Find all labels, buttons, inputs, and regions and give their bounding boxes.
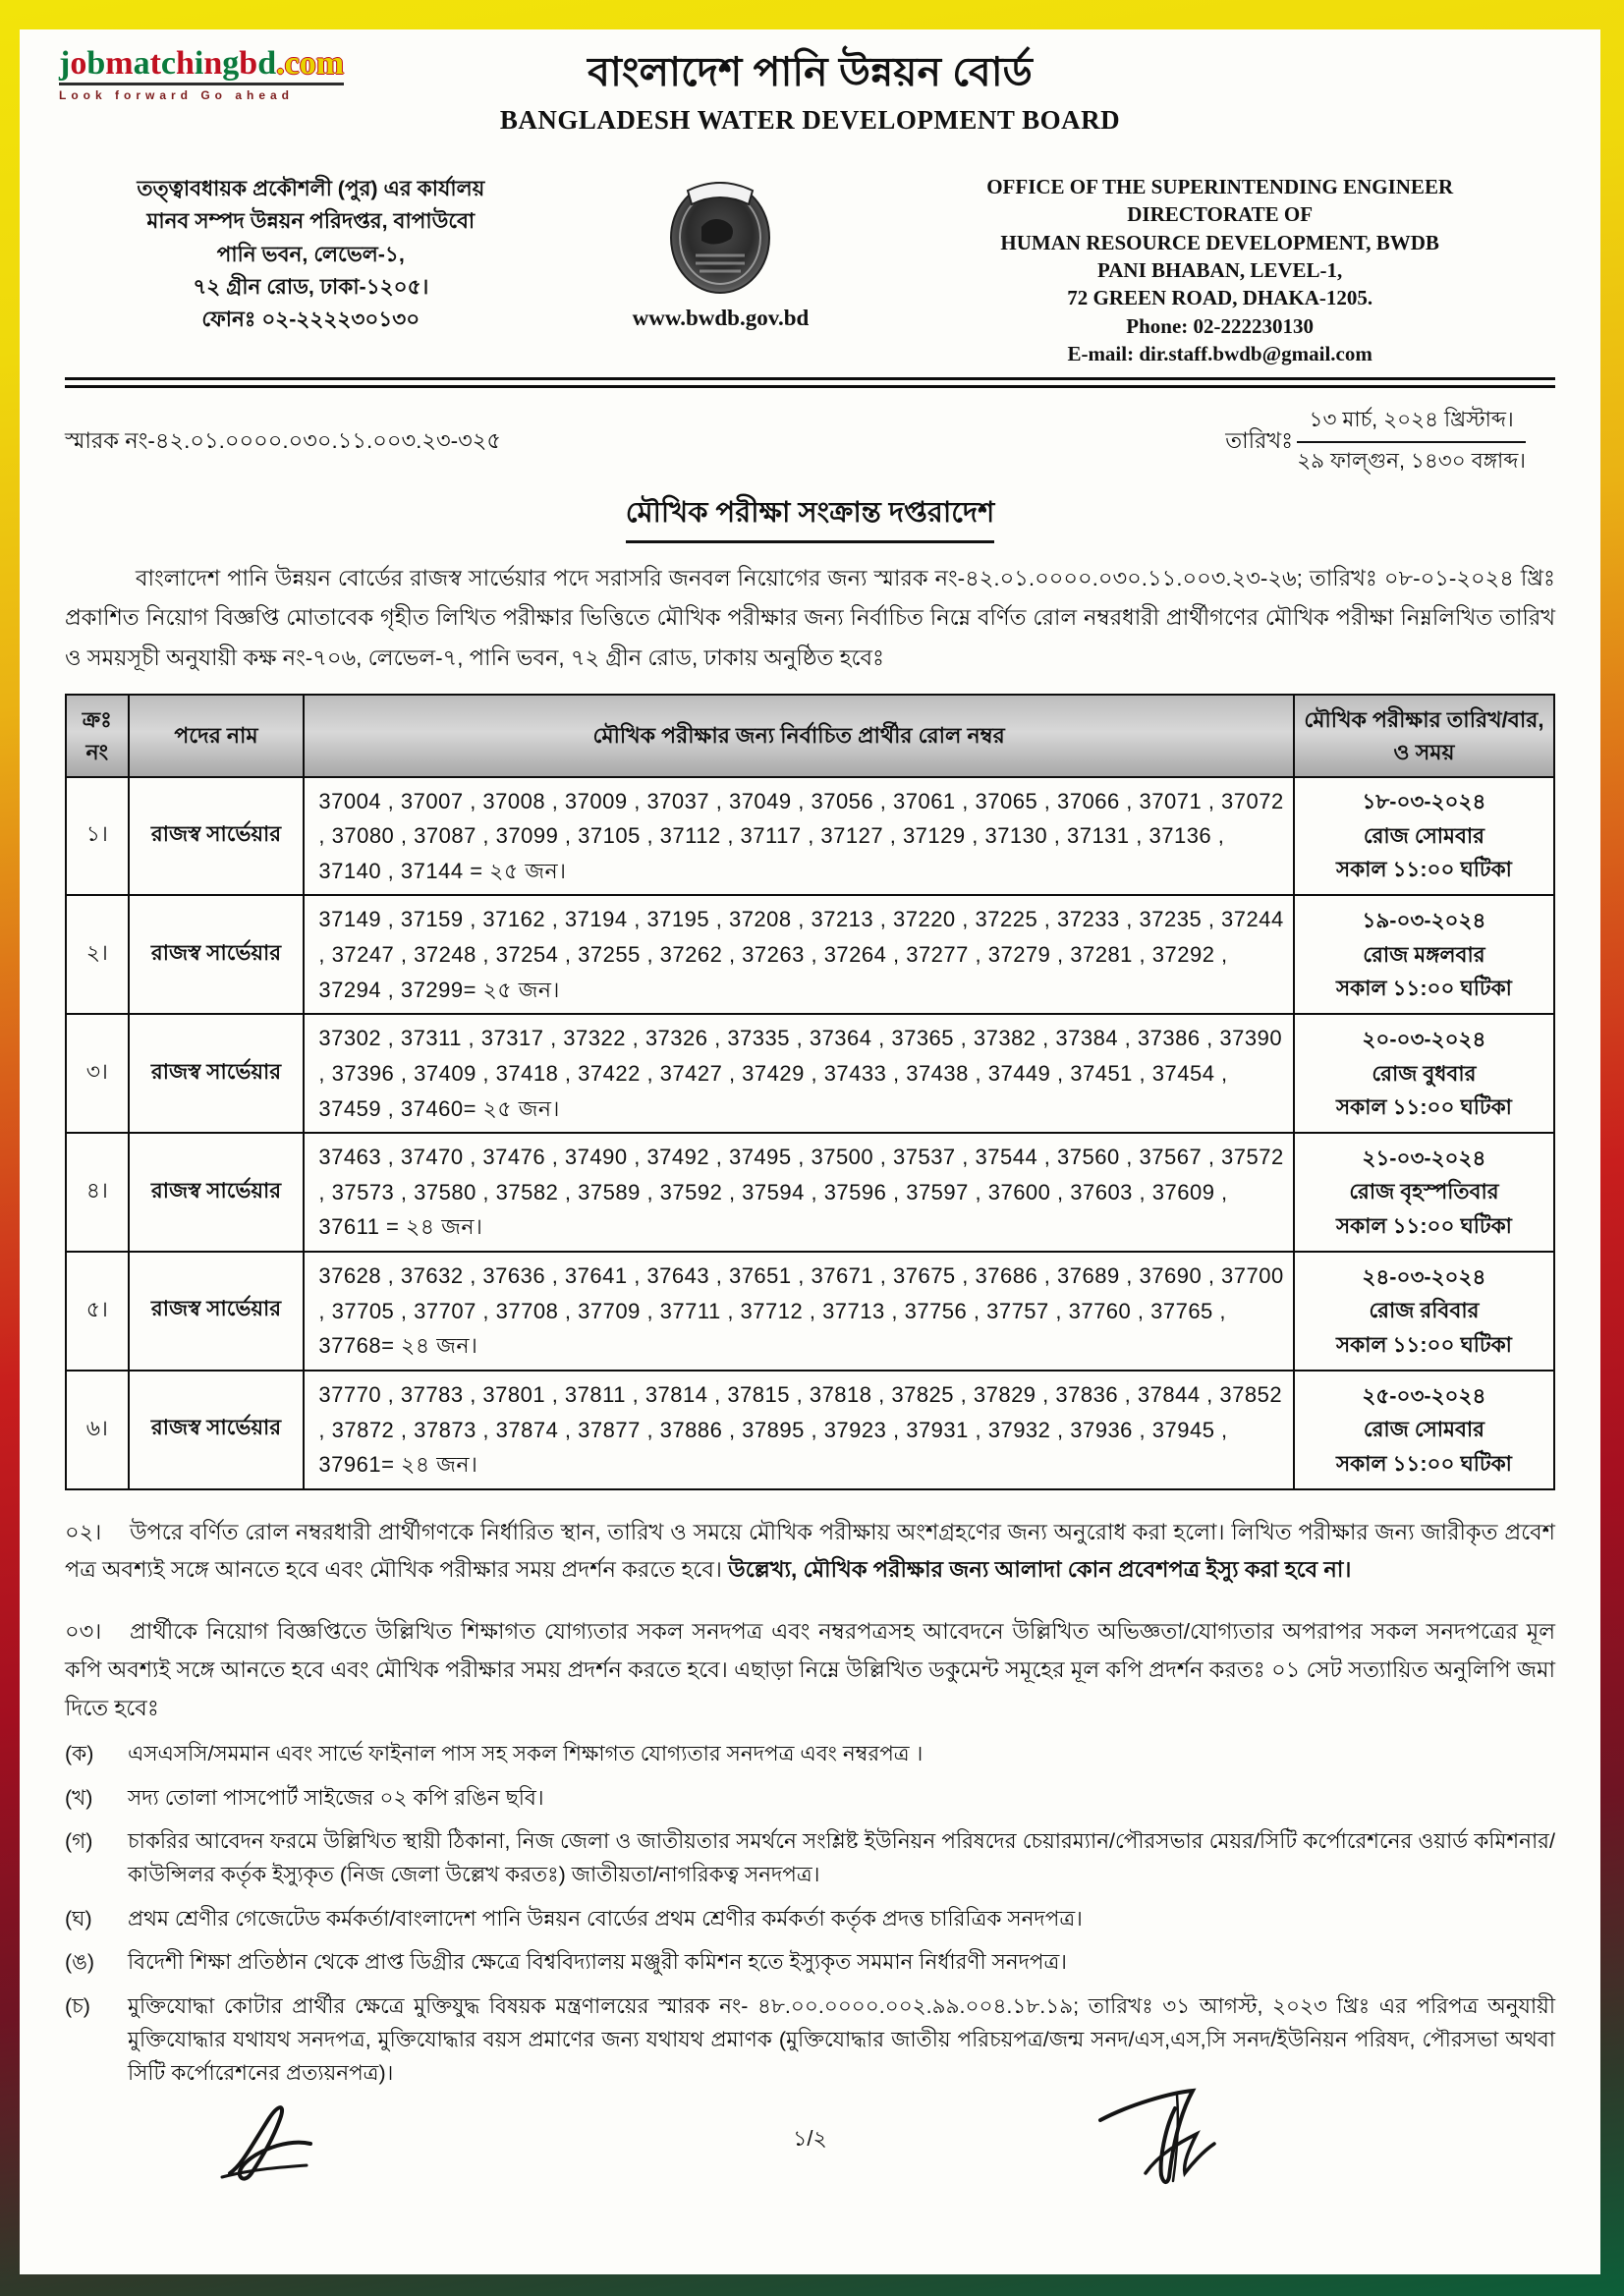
table-row xyxy=(66,1014,1554,1133)
paragraph-text: প্রার্থীকে নিয়োগ বিজ্ঞপ্তিতে উল্লিখিত শিক্ষাগত যোগ্যতার সকল সনদপত্র এবং নম্বরপত্রসহ আবেদনে উল্লিখিত অভিজ্ঞতা/যোগ্যতার অপরাপর সকল সনদপত্রের মূল কপি অবশ্যই সঙ্গে আনতে হবে এবং মৌখিক পরীক্ষার সময় প্রদর্শন করতে হবে। এছাড়া নিম্নে উল্লিখিত ডকুমেন্ট সমূহের মূল কপি প্রদর্শন করতঃ ০১ সেট সত্যায়িত অনুলিপি জমা দিতে হবেঃ xyxy=(65,1619,1555,1720)
date-bangla-calendar: ২৯ ফাল্গুন, ১৪৩০ বঙ্গাব্দ। xyxy=(1297,449,1526,474)
address-line: Phone: 02-222230130 xyxy=(1126,313,1315,338)
row-rolls: 37004 , 37007 , 37008 , 37009 , 37037 , 37049 , 37056 , 37061 , 37065 , 37066 , 37071 , 37072 , 37080 , 37087 , 37099 , 37105 , 37112 , 37117 , 37127 , 37129 , 37130 , 37131 , 37136 , 37140 , 37144 = ২৫ জন। xyxy=(304,777,1293,896)
header-divider xyxy=(65,377,1555,388)
paragraph-number: ০২। xyxy=(65,1519,102,1544)
col-header-post: পদের নাম xyxy=(129,695,305,777)
col-header-sl: ক্রঃ নং xyxy=(66,695,129,777)
address-line: ফোনঃ ০২-২২২২৩০১৩০ xyxy=(201,308,420,332)
exam-date: ২৪-০৩-২০২৪ xyxy=(1362,1264,1486,1289)
col-header-rolls: মৌখিক পরীক্ষার জন্য নির্বাচিত প্রার্থীর রোল নম্বর xyxy=(304,695,1293,777)
row-rolls: 37149 , 37159 , 37162 , 37194 , 37195 , 37208 , 37213 , 37220 , 37225 , 37233 , 37235 , 37244 , 37247 , 37248 , 37254 , 37255 , 37262 , 37263 , 37264 , 37277 , 37279 , 37281 , 37292 , 37294 , 37299= ২৫ জন। xyxy=(304,895,1293,1014)
list-text: এসএসসি/সমমান এবং সার্ভে ফাইনাল পাস সহ সকল শিক্ষাগত যোগ্যতার সনদপত্র এবং নম্বরপত্র । xyxy=(128,1742,924,1766)
paragraph-number: ০৩। xyxy=(65,1619,102,1645)
memo-number: স্মারক নং-৪২.০১.০০০০.০৩০.১১.০০৩.২৩-৩২৫ xyxy=(65,428,501,454)
logo-suffix: .com xyxy=(276,45,345,82)
exam-date: ২১-০৩-২০২৪ xyxy=(1362,1147,1486,1171)
list-item xyxy=(65,1737,1555,1770)
list-text: সদ্য তোলা পাসপোর্ট সাইজের ০২ কপি রঙিন ছবি। xyxy=(128,1785,544,1810)
list-marker: (ঘ) xyxy=(65,1906,92,1931)
table-row xyxy=(66,1252,1554,1371)
date-stack xyxy=(1297,404,1526,480)
address-line: তত্ত্বাবধায়ক প্রকৌশলী (পুর) এর কার্যালয় xyxy=(137,177,485,200)
exam-date: ১৮-০৩-২০২৪ xyxy=(1362,790,1486,814)
table-row xyxy=(66,895,1554,1014)
footer xyxy=(65,2097,1555,2191)
address-line: OFFICE OF THE SUPERINTENDING ENGINEER xyxy=(986,175,1454,198)
list-marker: (খ) xyxy=(65,1785,93,1810)
row-post: রাজস্ব সার্ভেয়ার xyxy=(129,1252,305,1371)
row-schedule xyxy=(1294,1014,1554,1133)
org-name-english: BANGLADESH WATER DEVELOPMENT BOARD xyxy=(499,105,1121,136)
viva-schedule-table xyxy=(65,694,1555,1490)
exam-date: ১৯-০৩-২০২৪ xyxy=(1362,909,1486,933)
row-schedule xyxy=(1294,1133,1554,1252)
logo-wordmark xyxy=(59,47,344,85)
address-line: DIRECTORATE OF xyxy=(1127,202,1314,227)
row-sl: ৬। xyxy=(66,1371,129,1489)
row-sl: ২। xyxy=(66,895,129,1014)
exam-time: সকাল ১১:০০ ঘটিকা xyxy=(1335,1332,1512,1357)
exam-day: রোজ বৃহস্পতিবার xyxy=(1349,1180,1499,1204)
row-post: রাজস্ব সার্ভেয়ার xyxy=(129,1371,305,1489)
document-page xyxy=(20,29,1600,2274)
exam-time: সকাল ১১:০০ ঘটিকা xyxy=(1335,1451,1512,1476)
list-marker: (গ) xyxy=(65,1829,93,1854)
office-address-bangla xyxy=(65,173,557,337)
list-marker: (ঙ) xyxy=(65,1950,95,1975)
list-marker: (ক) xyxy=(65,1742,94,1766)
exam-time: সকাল ১১:০০ ঘটিকা xyxy=(1335,1094,1512,1119)
exam-time: সকাল ১১:০০ ঘটিকা xyxy=(1335,858,1512,882)
address-line: HUMAN RESOURCE DEVELOPMENT, BWDB xyxy=(1000,230,1439,254)
address-line: ৭২ গ্রীন রোড, ঢাকা-১২০৫। xyxy=(193,274,429,299)
seal-column xyxy=(557,173,885,331)
list-item xyxy=(65,1824,1555,1892)
office-address-english xyxy=(884,173,1555,367)
header xyxy=(59,45,1555,161)
row-post: রাজস্ব সার্ভেয়ার xyxy=(129,895,305,1014)
header-columns xyxy=(65,173,1555,367)
exam-day: রোজ মঙ্গলবার xyxy=(1363,942,1485,967)
address-line: E-mail: dir.staff.bwdb@gmail.com xyxy=(1067,342,1372,366)
row-sl: ৫। xyxy=(66,1252,129,1371)
page-number: ১/২ xyxy=(793,2125,827,2151)
exam-time: সকাল ১১:০০ ঘটিকা xyxy=(1335,1213,1512,1238)
paragraph-02 xyxy=(65,1514,1555,1590)
exam-day: রোজ রবিবার xyxy=(1369,1299,1480,1323)
subject-wrap xyxy=(65,490,1555,543)
logo-letters: jobmatchingbd xyxy=(59,45,277,82)
row-rolls: 37463 , 37470 , 37476 , 37490 , 37492 , 37495 , 37500 , 37537 , 37544 , 37560 , 37567 , 37572 , 37573 , 37580 , 37582 , 37589 , 37592 , 37594 , 37596 , 37597 , 37600 , 37603 , 37609 , 37611 = ২৪ জন। xyxy=(304,1133,1293,1252)
row-post: রাজস্ব সার্ভেয়ার xyxy=(129,777,305,896)
jobmatchingbd-logo xyxy=(59,47,354,102)
exam-date: ২০-০৩-২০২৪ xyxy=(1362,1028,1486,1052)
list-item xyxy=(65,1989,1555,2091)
row-rolls: 37302 , 37311 , 37317 , 37322 , 37326 , 37335 , 37364 , 37365 , 37382 , 37384 , 37386 , 37390 , 37396 , 37409 , 37418 , 37422 , 37427 , 37429 , 37433 , 37438 , 37449 , 37451 , 37454 , 37459 , 37460= ২৫ জন। xyxy=(304,1014,1293,1133)
list-item xyxy=(65,1945,1555,1979)
subject-title: মৌখিক পরীক্ষা সংক্রান্ত দপ্তরাদেশ xyxy=(626,490,995,543)
bwdb-seal-image xyxy=(662,173,778,299)
signature-left xyxy=(212,2097,360,2185)
row-schedule xyxy=(1294,1252,1554,1371)
list-marker: (চ) xyxy=(65,1993,90,2018)
address-line: পানি ভবন, লেভেল-১, xyxy=(216,242,405,266)
row-rolls: 37770 , 37783 , 37801 , 37811 , 37814 , 37815 , 37818 , 37825 , 37829 , 37836 , 37844 , 37852 , 37872 , 37873 , 37874 , 37877 , 37886 , 37895 , 37923 , 37931 , 37932 , 37936 , 37945 , 37961= ২৪ জন। xyxy=(304,1371,1293,1489)
paragraph-bold-note: উল্লেখ্য, মৌখিক পরীক্ষার জন্য আলাদা কোন প্রবেশপত্র ইস্যু করা হবে না। xyxy=(728,1557,1352,1583)
exam-day: রোজ সোমবার xyxy=(1363,1418,1484,1442)
exam-time: সকাল ১১:০০ ঘটিকা xyxy=(1335,977,1512,1001)
date-label: তারিখঃ xyxy=(1225,428,1294,454)
table-row xyxy=(66,1371,1554,1489)
list-text: মুক্তিযোদ্ধা কোটার প্রার্থীর ক্ষেত্রে মুক্তিযুদ্ধ বিষয়ক মন্ত্রণালয়ের স্মারক নং- ৪৮.০০.০০০০.০০২.৯৯.০০৪.১৮.১৯; তারিখঃ ৩১ আগস্ট, ২০২৩ খ্রিঃ এর পরিপত্র অনুযায়ী মুক্তিযোদ্ধার যথাযথ সনদপত্র, মুক্তিযোদ্ধার বয়স প্রমাণের জন্য যথাযথ প্রমাণক (মুক্তিযোদ্ধার জাতীয় পরিচয়পত্র/জন্ম সনদ/এস,এস,সি সনদ/ইউনিয়ন পরিষদ, পৌরসভা অথবা সিটি কর্পোরেশনের প্রত্যয়নপত্র)। xyxy=(128,1993,1555,2086)
list-item xyxy=(65,1781,1555,1815)
list-text: চাকরির আবেদন ফরমে উল্লিখিত স্থায়ী ঠিকানা, নিজ জেলা ও জাতীয়তার সমর্থনে সংশ্লিষ্ট ইউনিয়ন পরিষদের চেয়ারম্যান/পৌরসভার মেয়র/সিটি কর্পোরেশনের ওয়ার্ড কমিশনার/কাউন্সিলর কর্তৃক ইস্যুকৃত (নিজ জেলা উল্লেখ করতঃ) জাতীয়তা/নাগরিকত্ব সনদপত্র। xyxy=(128,1829,1555,1887)
row-schedule xyxy=(1294,1371,1554,1489)
row-schedule xyxy=(1294,777,1554,896)
row-sl: ৩। xyxy=(66,1014,129,1133)
list-item xyxy=(65,1902,1555,1935)
paragraph-03 xyxy=(65,1613,1555,1727)
row-rolls: 37628 , 37632 , 37636 , 37641 , 37643 , 37651 , 37671 , 37675 , 37686 , 37689 , 37690 , 37700 , 37705 , 37707 , 37708 , 37709 , 37711 , 37712 , 37713 , 37756 , 37757 , 37760 , 37765 , 37768= ২৪ জন। xyxy=(304,1252,1293,1371)
exam-day: রোজ সোমবার xyxy=(1363,823,1484,848)
row-sl: ১। xyxy=(66,777,129,896)
address-line: PANI BHABAN, LEVEL-1, xyxy=(1097,258,1343,283)
list-text: প্রথম শ্রেণীর গেজেটেড কর্মকর্তা/বাংলাদেশ পানি উন্নয়ন বোর্ডের প্রথম শ্রেণীর কর্মকর্তা কর্তৃক প্রদত্ত চারিত্রিক সনদপত্র। xyxy=(128,1906,1083,1931)
table-row xyxy=(66,777,1554,896)
row-sl: ৪। xyxy=(66,1133,129,1252)
required-documents-list xyxy=(65,1737,1555,2091)
col-header-schedule: মৌখিক পরীক্ষার তারিখ/বার, ও সময় xyxy=(1294,695,1554,777)
row-post: রাজস্ব সার্ভেয়ার xyxy=(129,1133,305,1252)
logo-tagline: Look forward Go ahead xyxy=(59,88,295,102)
website-url: www.bwdb.gov.bd xyxy=(632,306,810,330)
memo-row xyxy=(65,404,1555,480)
exam-date: ২৫-০৩-২০২৪ xyxy=(1362,1383,1486,1408)
table-row xyxy=(66,1133,1554,1252)
table-header-row xyxy=(66,695,1554,777)
paragraph-text: উপরে বর্ণিত রোল নম্বরধারী প্রার্থীগণকে নির্ধারিত স্থান, তারিখ ও সময়ে মৌখিক পরীক্ষায় অংশগ্রহণের জন্য অনুরোধ করা হলো। লিখিত পরীক্ষার জন্য জারীকৃত প্রবেশ পত্র অবশ্যই সঙ্গে আনতে হবে এবং মৌখিক পরীক্ষার সময় প্রদর্শন করতে হবে। xyxy=(65,1519,1555,1583)
address-line: মানব সম্পদ উন্নয়ন পরিদপ্তর, বাপাউবো xyxy=(146,209,476,234)
exam-day: রোজ বুধবার xyxy=(1372,1061,1477,1086)
date-block xyxy=(1225,404,1526,480)
intro-paragraph: বাংলাদেশ পানি উন্নয়ন বোর্ডের রাজস্ব সার্ভেয়ার পদে সরাসরি জনবল নিয়োগের জন্য স্মারক নং-৪২.০১.০০০০.০৩০.১১.০০৩.২৩-২৬; তারিখঃ ০৮-০১-২০২৪ খ্রিঃ প্রকাশিত নিয়োগ বিজ্ঞপ্তি মোতাবেক গৃহীত লিখিত পরীক্ষার ভিত্তিতে মৌখিক পরীক্ষার জন্য নির্বাচিত নিম্নে বর্ণিত রোল নম্বরধারী প্রার্থীগণের মৌখিক পরীক্ষা নিম্নলিখিত তারিখ ও সময়সূচী অনুযায়ী কক্ষ নং-৭০৬, লেভেল-৭, পানি ভবন, ৭২ গ্রীন রোড, ঢাকায় অনুষ্ঠিত হবেঃ xyxy=(65,566,1555,670)
row-post: রাজস্ব সার্ভেয়ার xyxy=(129,1014,305,1133)
org-name-bangla: বাংলাদেশ পানি উন্নয়ন বোর্ড xyxy=(588,49,1033,94)
list-text: বিদেশী শিক্ষা প্রতিষ্ঠান থেকে প্রাপ্ত ডিগ্রীর ক্ষেত্রে বিশ্ববিদ্যালয় মঞ্জুরী কমিশন হতে ইস্যুকৃত সমমান নির্ধারণী সনদপত্র। xyxy=(128,1950,1067,1975)
address-line: 72 GREEN ROAD, DHAKA-1205. xyxy=(1067,286,1373,310)
row-schedule xyxy=(1294,895,1554,1014)
date-gregorian: ১৩ মার্চ, ২০২৪ খ্রিস্টাব্দ। xyxy=(1297,404,1526,443)
signature-right xyxy=(1087,2083,1254,2189)
